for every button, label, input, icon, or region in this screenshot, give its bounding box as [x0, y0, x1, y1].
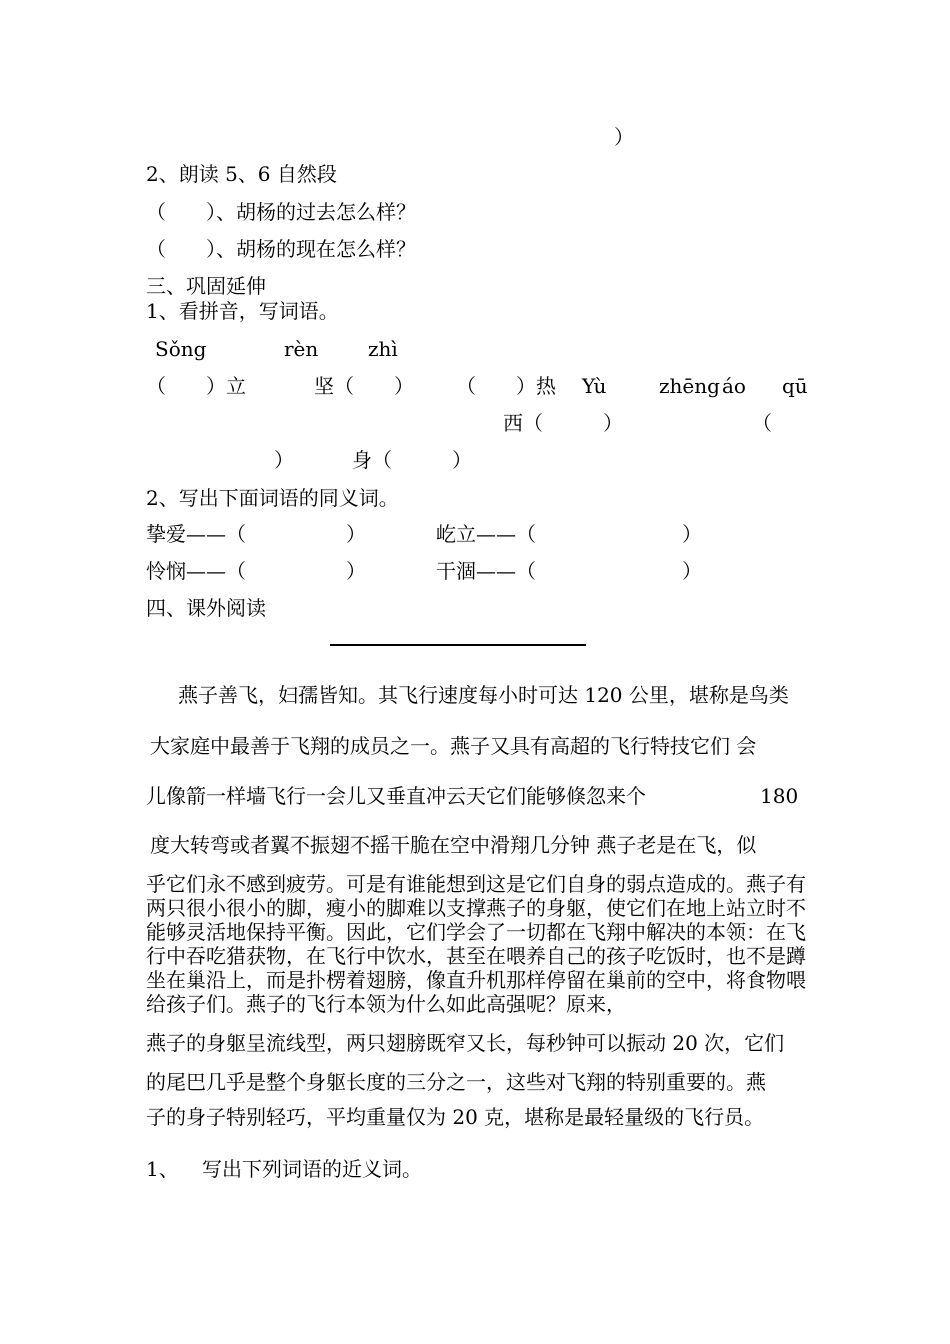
reading-line-6: 燕子的身躯呈流线型，两只翅膀既窄又长，每秒钟可以振动 20 次，它们 — [146, 1031, 785, 1055]
synonym-zhiai: 挚爱——（ — [146, 522, 246, 546]
pinyin-zheng: zhēng — [659, 374, 720, 398]
closing-paren: ） — [614, 125, 634, 149]
section-2-title: 2、朗读 5、6 自然段 — [146, 162, 337, 186]
question-present: （ ）、胡杨的现在怎么样？ — [146, 237, 416, 261]
question-past: （ ）、胡杨的过去怎么样？ — [146, 200, 416, 224]
reading-line-2: 大家庭中最善于飞翔的成员之一。燕子又具有高超的飞行特技它们 会 — [150, 734, 757, 758]
pinyin-ren: rèn — [284, 337, 319, 361]
blank-li: （ ）立 — [146, 374, 246, 398]
blank-jian: 坚（ ） — [314, 374, 414, 398]
reading-number-180: 180 — [760, 784, 799, 808]
synonym-question-title: 2、写出下面词语的同义词。 — [146, 486, 399, 510]
section-3-title — [146, 276, 266, 296]
pinyin-question-title: 1、看拼音，写词语。 — [146, 299, 339, 323]
question-1-text: 写出下列词语的近义词。 — [202, 1157, 422, 1181]
pinyin-zhi: zhì — [368, 337, 398, 361]
pinyin-qu: qū — [782, 374, 808, 398]
synonym-lianmin-close: ） — [346, 559, 366, 583]
synonym-yili-close: ） — [682, 522, 702, 546]
pinyin-song: Sǒng — [155, 337, 207, 361]
pinyin-ao: áo — [722, 374, 746, 398]
question-1-number: 1、 — [146, 1157, 179, 1181]
reading-line-8: 子的身子特别轻巧，平均重量仅为 20 克，堪称是最轻量级的飞行员。 — [146, 1105, 765, 1129]
blank-re: （ ）热 — [456, 374, 556, 398]
blank-open: （ — [752, 411, 772, 435]
reading-line-7: 的尾巴几乎是整个身躯长度的三分之一，这些对飞翔的特别重要的。燕 — [146, 1070, 766, 1094]
reading-line-1: 燕子善飞，妇孺皆知。其飞行速度每小时可达 120 公里，堪称是鸟类 — [178, 683, 789, 707]
title-blank-line — [330, 644, 586, 646]
synonym-gan-close: ） — [682, 559, 702, 583]
synonym-gan: 干涸——（ — [436, 559, 536, 583]
synonym-lianmin: 怜悯——（ — [146, 559, 246, 583]
section-4-title: 四、课外阅读 — [146, 596, 266, 620]
pinyin-yu: Yù — [582, 374, 607, 398]
synonym-zhiai-close: ） — [346, 522, 366, 546]
synonym-yili: 屹立——（ — [436, 522, 536, 546]
reading-line-3: 儿像箭一样墙飞行一会儿又垂直冲云天它们能够倏忽来个 — [146, 784, 646, 808]
section-3-num: 三、巩固延伸 — [146, 274, 266, 298]
reading-paragraph-body: 乎它们永不感到疲劳。可是有谁能想到这是它们自身的弱点造成的。燕子有两只很小很小的脚，瘦小的脚难以支撑燕子的身躯，使它们在地上站立时不能够灵活地保持平衡。因此，它们学会了一切都在飞翔中解决的本领：在飞行中吞吃猎获物，在飞行中饮水，甚至在喂养自己的孩子吃饭时，也不是蹲坐在巢沿上，而是扑楞着翅膀，像直升机那样停留在巢前的空中，将食物喂给孩子们。燕子的飞行本领为什么如此高强呢？原来， — [146, 872, 806, 1016]
reading-line-4: 度大转弯或者翼不振翅不摇干脆在空中滑翔几分钟 燕子老是在飞，似 — [150, 833, 757, 857]
blank-shen: 身（ ） — [352, 448, 472, 472]
blank-close: ） — [274, 448, 294, 472]
blank-xi: 西（ ） — [503, 411, 623, 435]
